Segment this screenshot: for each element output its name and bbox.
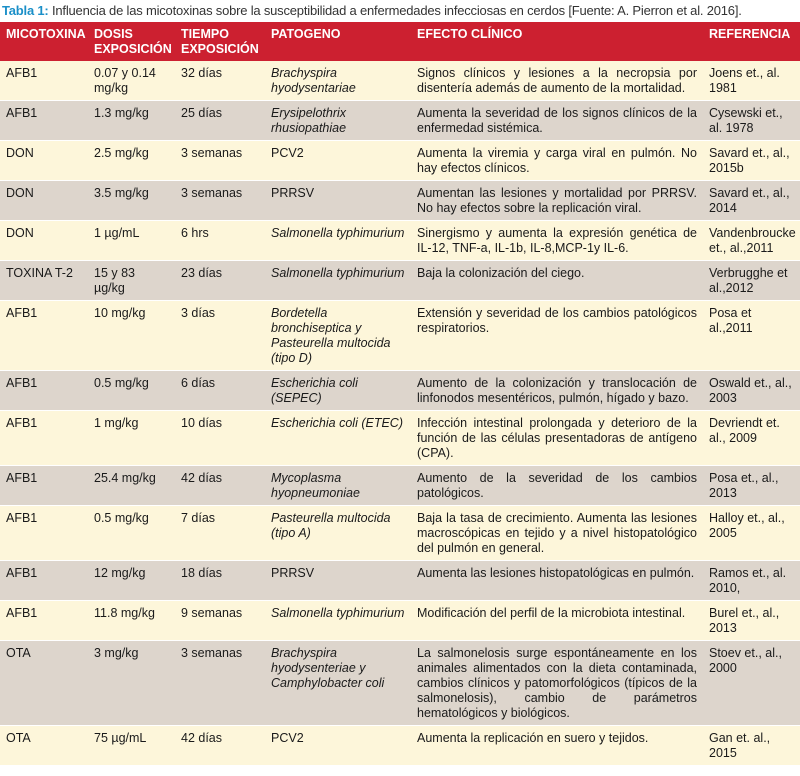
cell-efecto: Aumenta la viremia y carga viral en pulmón. No hay efectos clínicos. (411, 141, 703, 181)
header-patogeno: PATOGENO (271, 27, 341, 41)
cell-micotoxina: AFB1 (0, 506, 88, 561)
cell-tiempo: 6 hrs (175, 221, 265, 261)
cell-efecto: Aumenta la severidad de los signos clínicos de la enfermedad sistémica. (411, 101, 703, 141)
cell-micotoxina: DON (0, 221, 88, 261)
cell-tiempo: 18 días (175, 561, 265, 601)
cell-dosis: 0.5 mg/kg (88, 506, 175, 561)
cell-patogeno: PRRSV (265, 561, 411, 601)
cell-referencia: Savard et., al., 2015b (703, 141, 800, 181)
cell-micotoxina: AFB1 (0, 301, 88, 371)
cell-micotoxina: AFB1 (0, 371, 88, 411)
table-row (0, 371, 800, 411)
cell-efecto: Aumenta la replicación en suero y tejidos. (411, 726, 703, 766)
cell-patogeno: Bordetella bronchiseptica y Pasteurella multocida (tipo D) (265, 301, 411, 371)
cell-efecto: Baja la tasa de crecimiento. Aumenta las lesiones macroscópicas en tejido y a nivel histopatológico del pulmón en general. (411, 506, 703, 561)
cell-dosis: 1.3 mg/kg (88, 101, 175, 141)
cell-efecto: Extensión y severidad de los cambios patológicos respiratorios. (411, 301, 703, 371)
cell-micotoxina: OTA (0, 726, 88, 766)
cell-patogeno: Mycoplasma hyopneumoniae (265, 466, 411, 506)
table-row (0, 601, 800, 641)
table-caption (0, 0, 800, 22)
cell-tiempo: 25 días (175, 101, 265, 141)
cell-tiempo: 10 días (175, 411, 265, 466)
cell-micotoxina: DON (0, 141, 88, 181)
cell-dosis: 0.5 mg/kg (88, 371, 175, 411)
cell-efecto: Signos clínicos y lesiones a la necropsia por disentería además de aumento de la mortalidad. (411, 61, 703, 101)
cell-patogeno: PCV2 (265, 141, 411, 181)
cell-efecto: Baja la colonización del ciego. (411, 261, 703, 301)
mycotoxin-table (0, 22, 800, 766)
table-row (0, 141, 800, 181)
cell-patogeno: Brachyspira hyodysenteriae y Camphylobacter coli (265, 641, 411, 726)
table-row (0, 411, 800, 466)
cell-efecto: Aumentan las lesiones y mortalidad por PRRSV. No hay efectos sobre la replicación viral. (411, 181, 703, 221)
header-dosis: DOSIS EXPOSICIÓN (94, 27, 172, 56)
cell-micotoxina: AFB1 (0, 411, 88, 466)
table-row (0, 506, 800, 561)
cell-patogeno: Erysipelothrix rhusiopathiae (265, 101, 411, 141)
cell-referencia: Posa et., al., 2013 (703, 466, 800, 506)
table-row (0, 61, 800, 101)
cell-dosis: 3 mg/kg (88, 641, 175, 726)
cell-patogeno: Escherichia coli (SEPEC) (265, 371, 411, 411)
header-efecto: EFECTO CLÍNICO (417, 27, 523, 41)
cell-dosis: 2.5 mg/kg (88, 141, 175, 181)
cell-efecto: La salmonelosis surge espontáneamente en los animales alimentados con la dieta contaminada, cambios clínicos y patomorfológicos (típicos de la salmonelosis), cambio de parámetros hematológicos y biológicos. (411, 641, 703, 726)
cell-efecto: Sinergismo y aumenta la expresión genética de IL-12, TNF-a, IL-1b, IL-8,MCP-1y IL-6. (411, 221, 703, 261)
cell-referencia: Halloy et., al., 2005 (703, 506, 800, 561)
table-row (0, 466, 800, 506)
cell-tiempo: 32 días (175, 61, 265, 101)
header-micotoxina: MICOTOXINA (6, 27, 86, 41)
cell-micotoxina: TOXINA T-2 (0, 261, 88, 301)
table-row (0, 221, 800, 261)
cell-dosis: 15 y 83 µg/kg (88, 261, 175, 301)
cell-tiempo: 7 días (175, 506, 265, 561)
table-row (0, 181, 800, 221)
cell-micotoxina: DON (0, 181, 88, 221)
cell-micotoxina: AFB1 (0, 466, 88, 506)
cell-micotoxina: AFB1 (0, 601, 88, 641)
cell-micotoxina: AFB1 (0, 101, 88, 141)
cell-dosis: 0.07 y 0.14 mg/kg (88, 61, 175, 101)
cell-tiempo: 3 semanas (175, 181, 265, 221)
cell-referencia: Verbrugghe et al.,2012 (703, 261, 800, 301)
table-row (0, 641, 800, 726)
cell-tiempo: 3 semanas (175, 141, 265, 181)
table-header-row (0, 22, 800, 61)
cell-tiempo: 23 días (175, 261, 265, 301)
cell-micotoxina: OTA (0, 641, 88, 726)
header-tiempo: TIEMPO EXPOSICIÓN (181, 27, 259, 56)
cell-referencia: Stoev et., al., 2000 (703, 641, 800, 726)
cell-efecto: Aumento de la severidad de los cambios patológicos. (411, 466, 703, 506)
cell-referencia: Ramos et., al. 2010, (703, 561, 800, 601)
cell-tiempo: 3 días (175, 301, 265, 371)
table-row (0, 101, 800, 141)
table-row (0, 561, 800, 601)
cell-patogeno: Salmonella typhimurium (265, 601, 411, 641)
cell-patogeno: Escherichia coli (ETEC) (265, 411, 411, 466)
cell-efecto: Modificación del perfil de la microbiota intestinal. (411, 601, 703, 641)
cell-dosis: 25.4 mg/kg (88, 466, 175, 506)
cell-referencia: Cysewski et., al. 1978 (703, 101, 800, 141)
caption-text: Influencia de las micotoxinas sobre la susceptibilidad a enfermedades infecciosas en cerdos [Fuente: A. Pierron et al. 2016]. (48, 3, 742, 18)
cell-tiempo: 9 semanas (175, 601, 265, 641)
cell-referencia: Oswald et., al., 2003 (703, 371, 800, 411)
cell-referencia: Joens et., al. 1981 (703, 61, 800, 101)
cell-tiempo: 42 días (175, 726, 265, 766)
cell-tiempo: 3 semanas (175, 641, 265, 726)
cell-referencia: Gan et. al., 2015 (703, 726, 800, 766)
cell-patogeno: Salmonella typhimurium (265, 261, 411, 301)
cell-dosis: 10 mg/kg (88, 301, 175, 371)
table-row (0, 261, 800, 301)
cell-referencia: Posa et al.,2011 (703, 301, 800, 371)
cell-tiempo: 42 días (175, 466, 265, 506)
cell-patogeno: Salmonella typhimurium (265, 221, 411, 261)
cell-dosis: 1 µg/mL (88, 221, 175, 261)
table-row (0, 301, 800, 371)
cell-dosis: 1 mg/kg (88, 411, 175, 466)
cell-patogeno: PRRSV (265, 181, 411, 221)
cell-referencia: Devriendt et. al., 2009 (703, 411, 800, 466)
table-row (0, 726, 800, 766)
cell-patogeno: PCV2 (265, 726, 411, 766)
cell-patogeno: Brachyspira hyodysentariae (265, 61, 411, 101)
cell-referencia: Burel et., al., 2013 (703, 601, 800, 641)
caption-lead: Tabla 1: (2, 3, 49, 18)
cell-dosis: 3.5 mg/kg (88, 181, 175, 221)
cell-micotoxina: AFB1 (0, 561, 88, 601)
cell-tiempo: 6 días (175, 371, 265, 411)
cell-patogeno: Pasteurella multocida (tipo A) (265, 506, 411, 561)
header-referencia: REFERENCIA (709, 27, 791, 41)
cell-efecto: Aumento de la colonización y translocación de linfonodos mesentéricos, pulmón, hígado y bazo. (411, 371, 703, 411)
cell-referencia: Vandenbroucke et., al.,2011 (703, 221, 800, 261)
cell-dosis: 12 mg/kg (88, 561, 175, 601)
cell-efecto: Aumenta las lesiones histopatológicas en pulmón. (411, 561, 703, 601)
cell-dosis: 75 µg/mL (88, 726, 175, 766)
cell-dosis: 11.8 mg/kg (88, 601, 175, 641)
cell-efecto: Infección intestinal prolongada y deterioro de la función de las células presentadoras de antígeno (CPA). (411, 411, 703, 466)
cell-referencia: Savard et., al., 2014 (703, 181, 800, 221)
cell-micotoxina: AFB1 (0, 61, 88, 101)
